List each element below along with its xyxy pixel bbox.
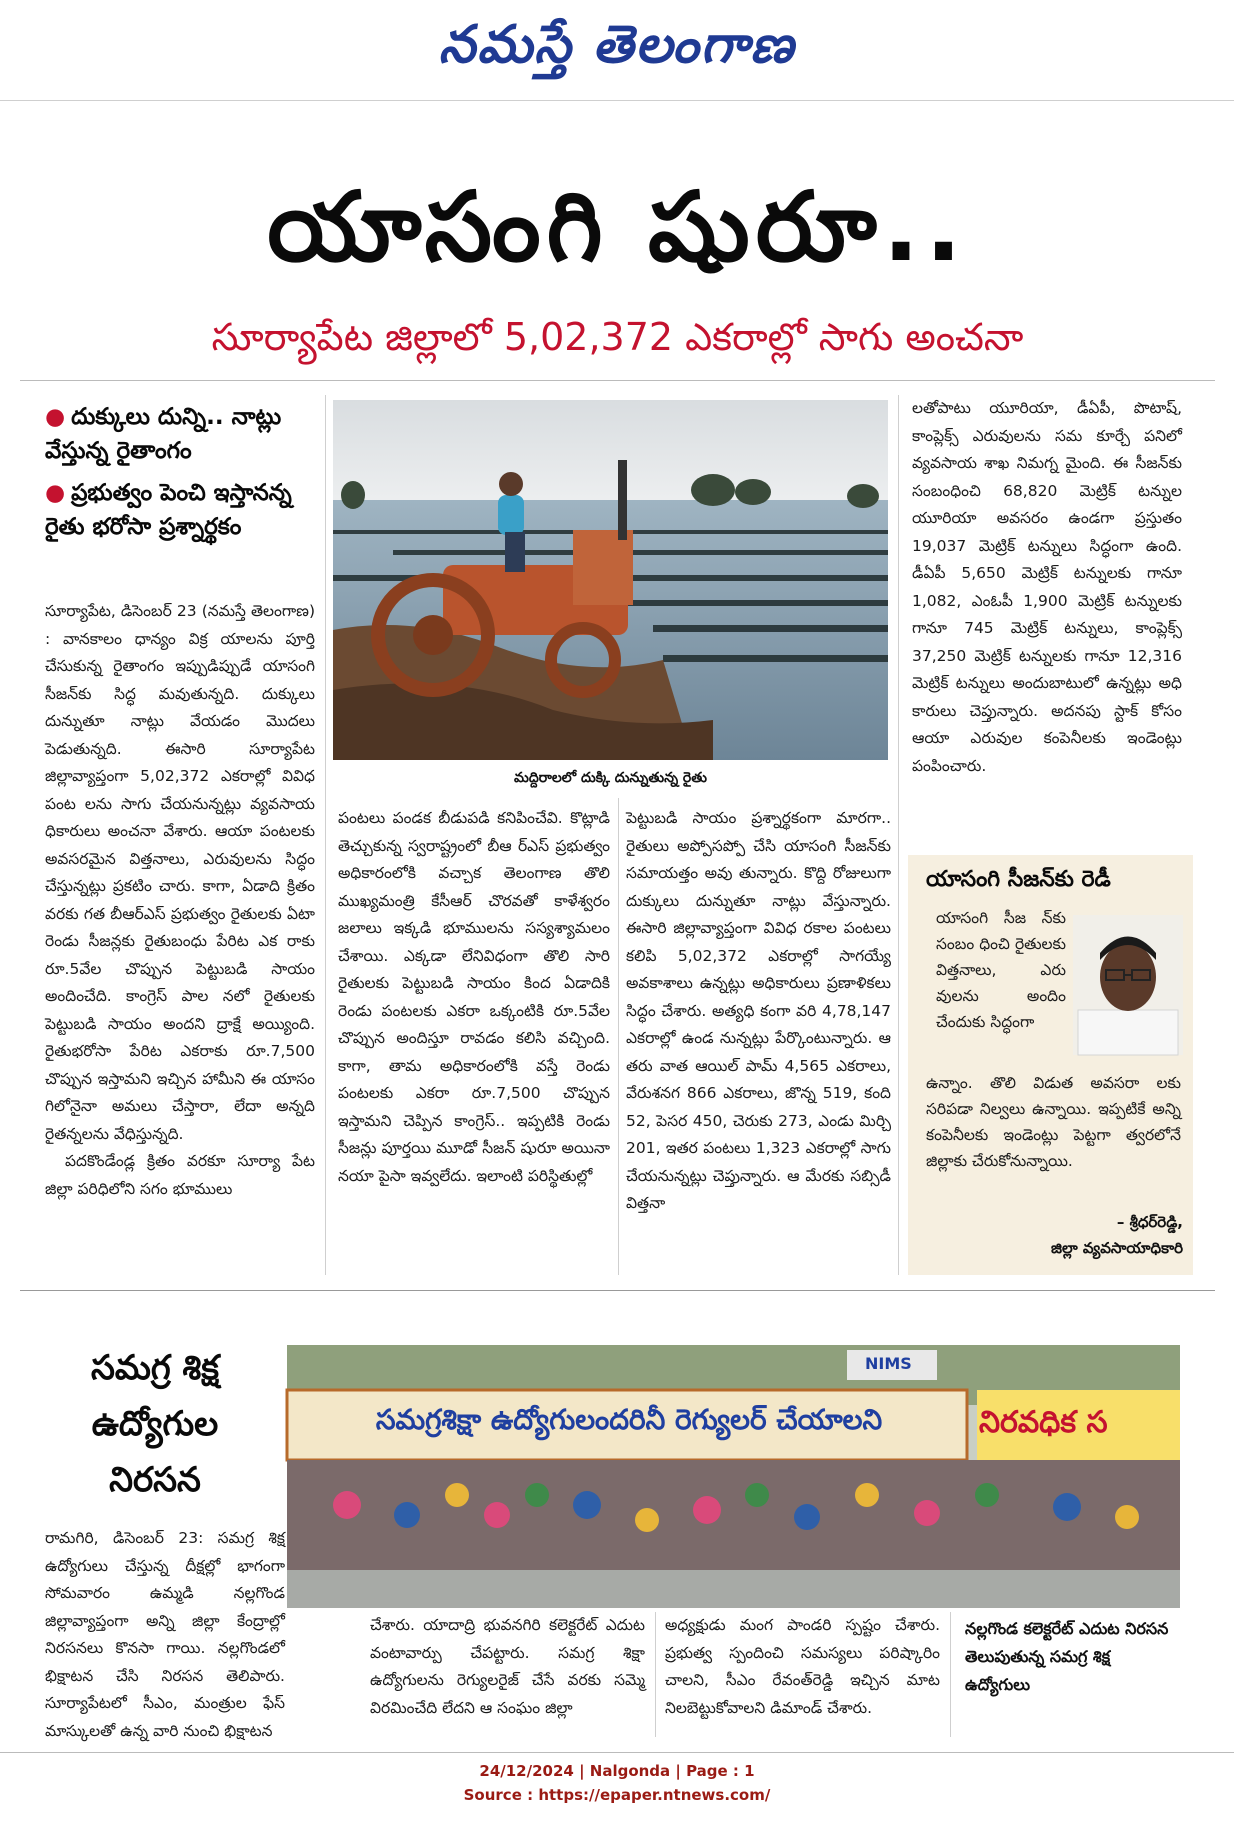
column-text: లతోపాటు యూరియా, డీఏపీ, పొటాష్, కాంప్లెక్స్ ఎరువులను సమ కూర్చే పనిలో వ్యవసాయ శాఖ నిమగ్న మైంది. ఈ సీజన్‌కు సంబంధించి 68,820 మెట్రిక్ టన్నుల యూరియా అవసరం ఉండగా ప్రస్తుతం 19,037 మెట్రిక్ టన్నులు సిద్ధంగా ఉంది. డీఏపీ 5,650 మెట్రిక్ టన్నులకు గానూ 1,082, ఎంఓపీ 1,900 మెట్రిక్ టన్నులకు గానూ 745 మెట్రిక్ టన్నులు, కాంప్లెక్స్ 37,250 మెట్రిక్ టన్నులకు గానూ 12,316 మెట్రిక్ టన్నులు అందుబాటులో ఉన్నట్లు అధి కారులు చెప్తున్నారు. అదనపు స్టాక్ కోసం ఆయా ఎరువుల కంపెనీలకు ఇండెంట్లు పంపించారు.	[912, 399, 1182, 775]
column-text: పెట్టుబడి సాయం ప్రశ్నార్థకంగా మారగా.. రైతులు అప్పోసప్పో చేసి యాసంగి సీజన్‌కు సమాయత్తం అవు తున్నారు. కొద్ది రోజులుగా దుక్కులు దున్నుతూ నాట్లు వేస్తున్నారు. ఈసారి జిల్లావ్యాప్తంగా వివిధ రకాల పంటలు కలిపి 5,02,372 ఎకరాల్లో సాగయ్యే అవకాశాలు ఉన్నట్లు అధికారులు ప్రణాళికలు సిద్ధం చేశారు. అత్యధి కంగా వరి 4,78,147 ఎకరాల్లో ఉండ నున్నట్లు పేర్కొంటున్నారు. ఆ తరు వాత ఆయిల్ పామ్ 4,565 ఎకరాలు, వేరుశనగ 866 ఎకరాలు, జొన్న 519, కంది 52, పెసర 450, చెరుకు 273, ఎండు మిర్చి 201, ఇతర పంటలు 1,323 ఎకరాల్లో సాగు చేయనున్నట్లు చెప్తున్నారు. ఆ మేరకు సబ్సిడీ విత్తనా	[626, 809, 891, 1212]
column-divider	[325, 395, 326, 1275]
masthead-divider	[0, 100, 1234, 101]
column-text: అధ్యక్షుడు మంగ పాండరి స్పష్టం చేశారు. ప్రభుత్వ స్పందించి సమస్యలు పరిష్కారిం చాలని, సీఎం రేవంత్‌రెడ్డి ఇచ్చిన మాట నిలబెట్టుకోవాలని డిమాండ్ చేశారు.	[665, 1616, 940, 1717]
tractor-field-image	[333, 400, 888, 760]
footer-source-link[interactable]: Source : https://epaper.ntnews.com/	[463, 1786, 771, 1804]
bullet-icon: ●	[45, 404, 66, 430]
story-divider	[20, 1290, 1215, 1291]
quote-text: ఉన్నాం. తొలి విడుత అవసరా లకు సరిపడా నిల్వలు ఉన్నాయి. ఇప్పటికే అన్ని కంపెనీలకు ఇండెంట్లు పెట్టగా త్వరలోనే జిల్లాకు చేరుకోనున్నాయి.	[926, 1074, 1181, 1170]
bullet-item: ● ప్రభుత్వం పెంచి ఇస్తానన్న రైతు భరోసా ప్రశ్నార్థకం	[45, 480, 292, 540]
quote-text: యాసంగి సీజ న్‌కు సంబం ధించి రైతులకు విత్తనాలు, ఎరు వులను అందిం చేందుకు సిద్ధంగా	[936, 909, 1066, 1031]
story2-column-2	[370, 1612, 645, 1737]
story2-headline: సమగ్ర శిక్ష ఉద్యోగుల నిరసన	[91, 1348, 219, 1500]
column-text: రామగిరి, డిసెంబర్ 23: సమగ్ర శిక్ష ఉద్యోగులు చేస్తున్న దీక్షల్లో భాగంగా సోమవారం ఉమ్మడి నల్లగొండ జిల్లావ్యాప్తంగా అన్ని జిల్లా కేంద్రాల్లో నిరసనలు కొనసా గాయి. నల్లగొండలో భిక్షాటన చేసి నిరసన తెలిపారు. సూర్యాపేటలో సీఎం, మంత్రుల ఫేస్ మాస్కులతో ఉన్న వారి నుంచి భిక్షాటన	[45, 1529, 285, 1740]
bullet-icon: ●	[45, 480, 66, 506]
tractor-photo	[333, 400, 888, 760]
story-column-2	[338, 805, 610, 1275]
signature: – శ్రీధర్‌రెడ్డి,	[1116, 1213, 1183, 1231]
subhead-divider	[20, 380, 1215, 381]
story-column-4	[912, 395, 1182, 845]
column-text: పంటలు పండక బీడుపడి కనిపించేవి. కొట్లాడి తెచ్చుకున్న స్వరాష్ట్రంలో బీఆ ర్‌ఎస్ ప్రభుత్వం అధికారంలోకి వచ్చాక తెలంగాణ తొలి ముఖ్యమంత్రి కేసీఆర్ చొరవతో కాళేశ్వరం జలాలు ఇక్కడి భూములను సస్యశ్యామలం చేశాయి. ఎక్కడా లేనివిధంగా తొలి సారి రైతులకు పెట్టుబడి సాయం కింద ఏడాదికి రెండు పంటలకు ఎకరా ఒక్కంటికి రూ.5వేల చొప్పున అందిస్తూ రావడం కలిసి వచ్చింది. కాగా, తామ అధికారంలోకి వస్తే రెండు పంటలకు ఎకరా రూ.7,500 చొప్పున ఇస్తామని చెప్పిన కాంగ్రెస్.. ఇప్పటికి రెండు సీజన్లు పూర్తయి మూడో సీజన్ షురూ అయినా నయా పైసా ఇవ్వలేదు. ఇలాంటి పరిస్థితుల్లో	[338, 809, 610, 1185]
quote-box	[908, 855, 1193, 1275]
footer-divider	[0, 1752, 1234, 1753]
story-column-1	[45, 598, 315, 1273]
column-divider	[950, 1612, 951, 1737]
column-divider	[655, 1612, 656, 1737]
protest-photo	[287, 1345, 1180, 1608]
story2-column-3	[665, 1612, 940, 1737]
designation: జిల్లా వ్యవసాయాధికారి	[1051, 1239, 1183, 1257]
banner-text-right: నిరవధిక స	[979, 1405, 1108, 1440]
column-divider	[898, 395, 899, 1275]
portrait-image	[1073, 915, 1183, 1055]
bullet-list	[45, 400, 305, 544]
headline: యాసంగి షురూ..	[267, 171, 968, 283]
officer-photo	[1073, 915, 1183, 1055]
quote-box-title: యాసంగి సీజన్‌కు రెడీ	[926, 867, 1111, 892]
column-text: చేశారు. యాదాద్రి భువనగిరి కలెక్టరేట్ ఎదుట వంటావార్పు చేపట్టారు. సమగ్ర శిక్షా ఉద్యోగులను రెగ్యులరైజ్ చేసే వరకు సమ్మె విరమించేది లేదని ఆ సంఘం జిల్లా	[370, 1616, 645, 1717]
column-divider	[618, 798, 619, 1275]
bullet-item: ● దుక్కులు దున్ని.. నాట్లు వేస్తున్న రైతాంగం	[45, 404, 282, 464]
subheadline: సూర్యాపేట జిల్లాలో 5,02,372 ఎకరాల్లో సాగు అంచనా	[211, 315, 1024, 359]
nims-sign: NIMS	[865, 1354, 912, 1373]
column-text: పదకొండేండ్ల క్రితం వరకూ సూర్యా పేట జిల్లా పరిధిలోని సగం భూములు	[45, 1152, 315, 1198]
story2-column-1	[45, 1525, 285, 1740]
footer-date-line: 24/12/2024 | Nalgonda | Page : 1	[479, 1762, 755, 1780]
photo-caption: మద్దిరాలలో దుక్కి దున్నుతున్న రైతు	[514, 770, 707, 786]
photo-caption: నల్లగొండ కలెక్టరేట్ ఎదుట నిరసన తెలుపుతున్న సమగ్ర శిక్ష ఉద్యోగులు	[965, 1619, 1169, 1694]
protest-image	[287, 1345, 1180, 1608]
column-text: సూర్యాపేట, డిసెంబర్ 23 (నమస్తే తెలంగాణ) : వానకాలం ధాన్యం విక్ర యాలను పూర్తి చేసుకున్న రైతాంగం ఇప్పుడిప్పుడే యాసంగి సీజన్‌కు సిద్ధ మవుతున్నది. దుక్కులు దున్నుతూ నాట్లు వేయడం మొదలు పెడుతున్నది. ఈసారి సూర్యాపేట జిల్లావ్యాప్తంగా 5,02,372 ఎకరాల్లో వివిధ పంట లను సాగు చేయనున్నట్లు వ్యవసాయ ధికారులు అంచనా వేశారు. ఆయా పంటలకు అవసరమైన విత్తనాలు, ఎరువులను సిద్ధం చేస్తున్నట్లు ప్రకటిం చారు. కాగా, ఏడాది క్రితం వరకు గత బీఆర్‌ఎస్ ప్రభుత్వం రైతులకు ఏటా రెండు సీజన్లకు రైతుబంధు పేరిట ఎక రాకు రూ.5వేల చొప్పున పెట్టుబడి సాయం అందించేది. కాంగ్రెస్ పాల నలో రైతులకు పెట్టుబడి సాయం అందని ద్రాక్షే అయ్యింది. రైతుభరోసా పేరిట ఎకరాకు రూ.7,500 చొప్పున ఇస్తామని ఇచ్చిన హామీని ఈ యాసం గిలోనైనా అమలు చేస్తారా, లేదా అన్నది రైతన్నలను వేధిస్తున్నది.	[45, 602, 315, 1143]
newspaper-logo: నమస్తే తెలంగాణ	[438, 14, 796, 75]
masthead	[0, 0, 1234, 100]
story-column-3	[626, 805, 891, 1275]
banner-text: సమగ్రశిక్షా ఉద్యోగులందరినీ రెగ్యులర్ చేయాలని	[375, 1403, 883, 1436]
